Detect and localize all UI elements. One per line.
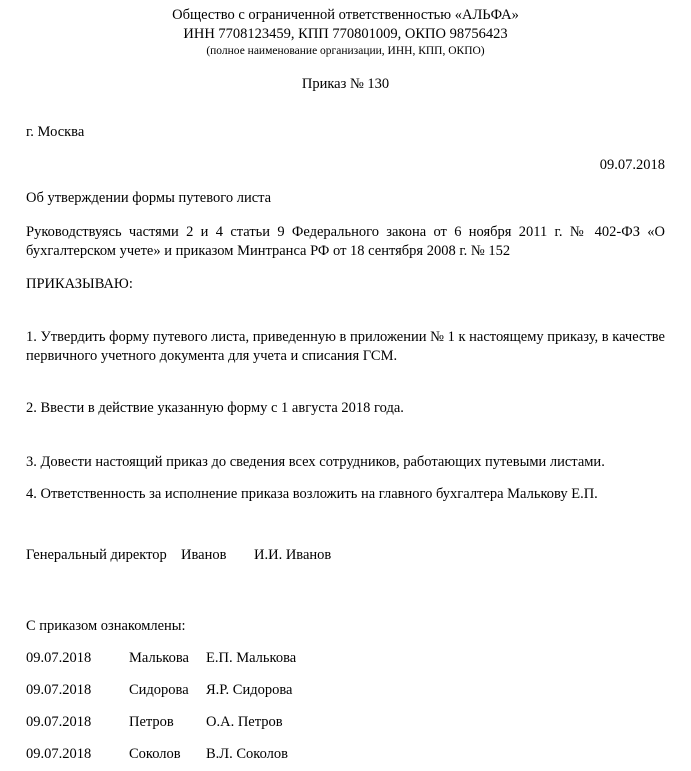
ack-date: 09.07.2018 bbox=[26, 682, 92, 698]
ack-date: 09.07.2018 bbox=[26, 650, 92, 666]
ack-signature: Сидорова bbox=[129, 682, 189, 698]
ack-signature: Петров bbox=[129, 714, 174, 730]
resolution-word: ПРИКАЗЫВАЮ: bbox=[26, 276, 133, 292]
org-name: Общество с ограниченной ответственностью «АЛЬФА» bbox=[172, 7, 519, 23]
order-item-1: 1. Утвердить форму путевого листа, приведенную в приложении № 1 к настоящему приказу, в качестве первичного учетного документа для учета и списания ГСМ. bbox=[26, 329, 665, 364]
ack-name: О.А. Петров bbox=[206, 714, 283, 730]
ack-signature: Соколов bbox=[129, 746, 181, 762]
order-title: Приказ № 130 bbox=[301, 76, 390, 92]
acknowledgment-row bbox=[26, 713, 665, 732]
director-name: И.И. Иванов bbox=[254, 547, 332, 563]
director-position: Генеральный директор bbox=[26, 547, 167, 563]
order-preamble: Руководствуясь частями 2 и 4 статьи 9 Федерального закона от 6 ноября 2011 г. № 402-ФЗ «О бухгалтерском учете» и приказом Минтранса РФ от 18 сентября 2008 г. № 152 bbox=[26, 224, 665, 259]
order-item-2: 2. Ввести в действие указанную форму с 1 августа 2018 года. bbox=[26, 400, 404, 416]
order-item-4: 4. Ответственность за исполнение приказа возложить на главного бухгалтера Малькову Е.П. bbox=[26, 486, 598, 502]
order-item-3: 3. Довести настоящий приказ до сведения всех сотрудников, работающих путевыми листами. bbox=[26, 454, 605, 470]
director-signature-row bbox=[26, 546, 665, 565]
order-date: 09.07.2018 bbox=[599, 157, 665, 173]
ack-name: Я.Р. Сидорова bbox=[206, 682, 293, 698]
org-hint: (полное наименование организации, ИНН, КПП, ОКПО) bbox=[206, 45, 485, 57]
director-signature: Иванов bbox=[181, 547, 227, 563]
acknowledgment-row bbox=[26, 649, 665, 668]
place-of-issue: г. Москва bbox=[26, 124, 85, 140]
acknowledgment-label: С приказом ознакомлены: bbox=[26, 618, 186, 634]
acknowledgment-row bbox=[26, 681, 665, 700]
acknowledgment-row bbox=[26, 745, 665, 764]
ack-signature: Малькова bbox=[129, 650, 189, 666]
org-requisites: ИНН 7708123459, КПП 770801009, ОКПО 98756423 bbox=[183, 26, 508, 42]
ack-date: 09.07.2018 bbox=[26, 714, 92, 730]
order-subject: Об утверждении формы путевого листа bbox=[26, 190, 272, 206]
ack-name: В.Л. Соколов bbox=[206, 746, 289, 762]
ack-name: Е.П. Малькова bbox=[206, 650, 297, 666]
ack-date: 09.07.2018 bbox=[26, 746, 92, 762]
